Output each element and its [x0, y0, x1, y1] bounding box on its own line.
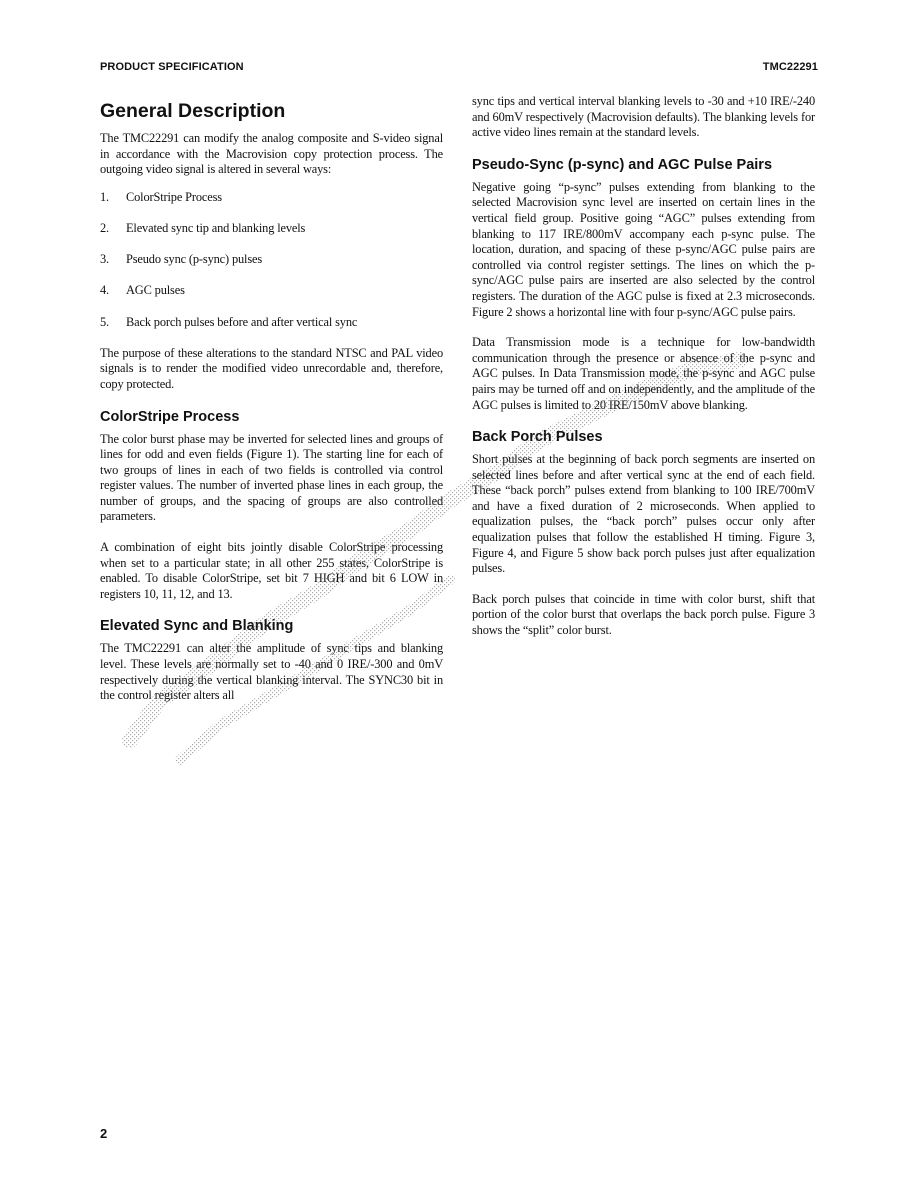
alteration-list: [100, 190, 443, 330]
list-item-text: Back porch pulses before and after vertical sync: [126, 314, 358, 329]
list-item-number: 1.: [100, 189, 109, 204]
list-item: [100, 190, 443, 206]
back-porch-heading: Back Porch Pulses: [472, 429, 603, 446]
continued-paragraph: sync tips and vertical interval blanking levels to -30 and +10 IRE/-240 and 60mV respectively (Macrovision defaults). The blanking levels for active video lines remain at the standard levels.: [472, 94, 815, 140]
list-item: [100, 315, 443, 331]
list-item: [100, 283, 443, 299]
colorstripe-paragraph-1: The color burst phase may be inverted for selected lines and groups of lines for odd and even fields (Figure 1). The starting line for each of two groups of lines in each of two fields is controlled via control register values. The number of inverted phase lines in each group, the number of groups, and the spacing of groups are also controlled parameters.: [100, 431, 443, 524]
colorstripe-heading: ColorStripe Process: [100, 408, 240, 425]
list-item: [100, 221, 443, 237]
list-item-text: Pseudo sync (p-sync) pulses: [126, 252, 263, 267]
running-header-left: PRODUCT SPECIFICATION: [100, 61, 244, 73]
back-porch-paragraph-2: Back porch pulses that coincide in time with color burst, shift that portion of the color burst that overlaps the back porch pulse. Figure 3 shows the “split” color burst.: [472, 591, 815, 638]
list-item-number: 3.: [100, 252, 109, 267]
list-item-number: 2.: [100, 220, 109, 235]
right-column: [472, 94, 815, 654]
psync-paragraph-1: Negative going “p-sync” pulses extending from blanking to the selected Macrovision sync level are inserted on certain lines in the vertical field group. Positive going “AGC” pulses extending from blanking to 117 IRE/800mV accompany each p-sync pulse. The location, duration, and spacing of these p-sync/AGC pulse pairs are controlled via control register settings. The lines on which the p-sync/AGC pulse pairs are inserted are also selected by the control registers. The duration of the AGC pulse is fixed at 2.3 microseconds. Figure 2 shows a horizontal line with four p-sync/AGC pulse pairs.: [472, 179, 815, 319]
intro-paragraph: The TMC22291 can modify the analog composite and S-video signal in accordance with the Macrovision copy protection process. The outgoing video signal is altered in several ways:: [100, 131, 443, 177]
purpose-paragraph: The purpose of these alterations to the standard NTSC and PAL video signals is to render the modified video unrecordable and, therefore, copy protected.: [100, 345, 443, 391]
running-header-right: TMC22291: [762, 61, 818, 73]
section-title: General Description: [100, 100, 286, 122]
elevated-sync-paragraph: The TMC22291 can alter the amplitude of sync tips and blanking level. These levels are normally set to -40 and 0 IRE/-300 and 0mV respectively during the vertical blanking interval. The SYNC30 bit in the control register alters all: [100, 641, 443, 703]
left-column: [100, 94, 443, 719]
psync-heading: Pseudo-Sync (p-sync) and AGC Pulse Pairs: [472, 156, 773, 173]
list-item-number: 4.: [100, 283, 109, 298]
back-porch-paragraph-1: Short pulses at the beginning of back porch segments are inserted on selected lines before and after vertical sync at the end of each field. These “back porch” pulses extend from blanking to 100 IRE/700mV and have a fixed duration of 2 microseconds. When applied to equalization pulses, the “back porch” pulses occur only after equalization pulses that follow the established H timing. Figure 3, Figure 4, and Figure 5 show back porch pulses just after equalization pulses.: [472, 452, 815, 576]
page-number: 2: [100, 1126, 108, 1141]
list-item: [100, 252, 443, 268]
list-item-number: 5.: [100, 314, 109, 329]
psync-paragraph-2: Data Transmission mode is a technique for low-bandwidth communication through the presence or absence of the p-sync and AGC pulses. In Data Transmission mode, the p-sync and AGC pulse pairs may be turned off and on independently, and the amplitude of the AGC pulses is limited to 20 IRE/150mV above blanking.: [472, 335, 815, 412]
colorstripe-paragraph-2: A combination of eight bits jointly disable ColorStripe processing when set to a particular state; in all other 255 states, ColorStripe is enabled. To disable ColorStripe, set bit 7 HIGH and bit 6 LOW in registers 10, 11, 12, and 13.: [100, 540, 443, 601]
list-item-text: AGC pulses: [126, 283, 185, 298]
list-item-text: Elevated sync tip and blanking levels: [126, 220, 306, 235]
list-item-text: ColorStripe Process: [126, 189, 222, 204]
elevated-sync-heading: Elevated Sync and Blanking: [100, 618, 294, 635]
